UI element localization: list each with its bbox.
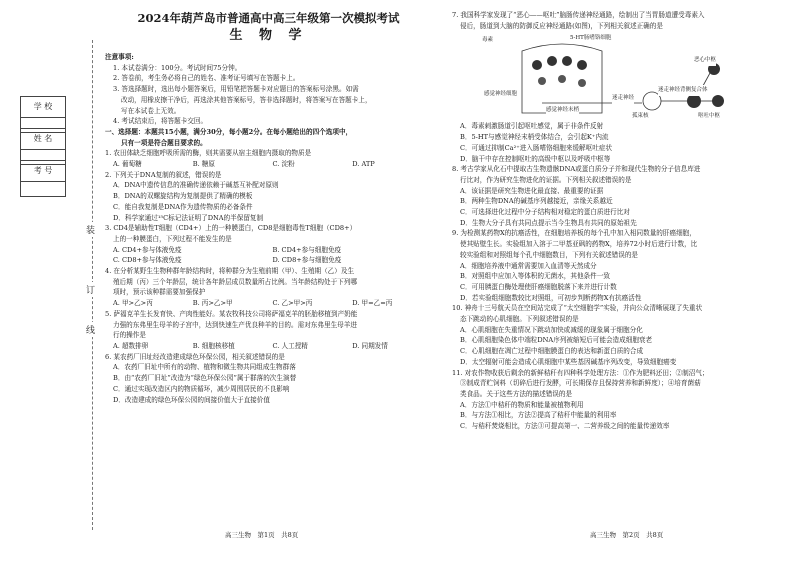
option[interactable]: C．心肌细胞在凋亡过程中细胞膜蛋白的表达和新蛋白质的合成 [460,347,644,356]
cell-dot [562,56,572,66]
option[interactable]: B．DNA的双螺旋结构为复制提供了精确的模板 [113,192,253,201]
fig-label-vomit: 呕吐中枢 [698,111,720,122]
option[interactable]: C．可选择进化过程中分子结构相对稳定的蛋白质进行比对 [460,208,630,217]
option[interactable]: A. 超数排卵 [113,341,149,350]
option[interactable]: A．该证据是研究生物进化最直接、最重要的证据 [460,186,604,195]
option[interactable]: C．能自我复制是DNA作为遗传物质的必备条件 [113,202,253,211]
cell-dot [577,60,587,70]
option[interactable]: A．方法①中秸秆的物质和能量被植物利用 [460,400,584,409]
option[interactable]: A．DNA中遗传信息的准确传递依赖于碱基互补配对原则 [113,181,279,190]
notice-item: 2. 答卷前，考生务必将自己的姓名、准考证号填写在答题卡上。 [113,74,300,83]
option[interactable]: C．可通过抑制Ca²⁺进入肠嗜铬细胞来缓解呕吐症状 [460,143,613,152]
q2-stem: 2. 下列关于DNA复制的叙述，错误的是 [105,170,222,179]
option[interactable]: A. CD4+参与体液免疫 [113,245,182,254]
q3-stem: 3. CD4是辅助性T细胞（CD4+）上的一种膜蛋白，CD8是细胞毒性T细胞（CD8+） [105,224,357,233]
notice-item: 写在本试卷上无效。 [121,106,181,115]
q7-stem-cont: 侵后，肠道到大脑的防御反应神经通路(如图)，下列相关叙述正确的是 [460,21,663,30]
footer-right: 高三生物 第2页 共8页 [590,531,664,539]
q1-stem: 1. 农田体缺乏细胞呼吸所需的酶，则其需要从宿主细胞内摄取的物质是 [105,149,312,158]
binding-char-xian: 线 [86,322,95,337]
option[interactable]: D．脑干中存在控制呕吐的高级中枢以及呼吸中枢等 [460,154,611,163]
option[interactable]: B. 细胞核移植 [192,341,235,350]
q7-stem: 7. 我国科学家发现了“恶心——呕吐”脑肠传递神经通路，绘制出了当胃肠道遭受毒素入 [452,11,705,19]
option[interactable]: C．与秸秆焚烧相比，方法③可提高第一、二营养级之间的能量传递效率 [460,422,670,431]
exam-number-blank[interactable] [21,182,65,196]
q8-stem: 8. 考古学家从化石中提取古生物遗骸DNA或蛋白质分子并和现代生物的分子信息库进 [452,165,701,174]
q5-options [105,341,432,352]
option[interactable]: B．两种生物DNA的碱基序列越接近，亲缘关系越近 [460,197,613,206]
option[interactable]: D．生物大分子具有共同点提示当今生物具有共同的原始祖先 [460,218,637,227]
neuron-body [687,94,701,108]
cell-dot [538,77,546,85]
q4-options [105,298,432,309]
q7-pathway-figure [482,33,732,119]
q5-stem-cont: 力强的东弗里生母羊的子宫中，达到快速生产优良种羊的目的。需对东弗里生母羊进 [113,320,357,329]
option[interactable]: C. 乙>甲>丙 [272,299,313,308]
fig-label-dvc: 迷走神经背侧复合体 [658,85,708,96]
option[interactable]: D. ATP [352,160,375,169]
pathway-diagram [482,33,732,119]
q4-stem-cont: 殖后期（丙）三个年龄层，统计各年龄层成员数量所占比例。当年龄结构处于下列哪 [113,277,357,286]
cell-dot [558,75,566,83]
option[interactable]: C．可用胰蛋白酶处理使肝癌细胞脱落下来并进行计数 [460,282,617,291]
option[interactable]: C. 人工授精 [272,341,308,350]
left-page [105,10,432,405]
section-heading-cont: 只有一项是符合题目要求的。 [121,138,207,147]
neuron-body [712,95,724,107]
option[interactable]: D．若实验组细胞数较比对照组，可初步判断药物X有抗癌活性 [460,293,642,302]
option[interactable]: D．太空辐射可能会造成心肌细胞中某些基因碱基序列改变，导致细胞癌变 [460,357,677,366]
q1-options [105,159,432,170]
option[interactable]: D. 甲=乙=丙 [352,299,393,308]
option[interactable]: A. 甲>乙>丙 [113,299,153,308]
cell-dot [578,79,586,87]
right-page [452,10,786,432]
option[interactable]: D. 同期发情 [352,341,388,350]
q10-stem-cont: 态下跳动的心肌细胞。下列叙述错误的是 [460,315,579,324]
name-label: 姓 名 [21,129,65,150]
option[interactable]: B．与方法①相比，方法②提高了秸秆中能量的利用率 [460,411,617,420]
section-heading: 一、选择题：本题共15小题，满分30分，每小题2分。在每小题给出的四个选项中， [105,127,353,136]
q11-stem: 11. 对农作物收获后剩余的新鲜秸秆有四种科学处理方法：①作为肥料还田；②制沼气； [452,368,709,377]
q9-stem: 9. 为检测某药物X的抗癌活性，在细胞培养板的每个孔中加入相同数量的肝癌细胞， [452,229,696,238]
q5-stem: 5. 萨福克羊生长发育快、产肉性能好。某农牧科技公司将萨福克羊的胚胎移植到产奶能 [105,309,358,318]
option[interactable]: A．细胞培养液中通常需要加入血清等天然成分 [460,261,597,270]
q4-stem-cont: 项时，预示该种群需要加强保护 [113,288,206,297]
q6-stem: 6. 某农药厂旧址经改造建成绿色环保公园，相关叙述错误的是 [105,352,285,361]
option[interactable]: A．心肌细胞在失重情况下跳动加快或减缓的现象属于细胞分化 [460,325,643,334]
q3-options [105,245,432,266]
option[interactable]: A. 葡萄糖 [113,160,142,169]
option[interactable]: B．由“农药厂旧址”改造为“绿色环保公园”属于群落的次生演替 [113,374,297,383]
fig-label-vagus: 迷走神经 [612,93,634,104]
exam-title: 2024年葫芦岛市普通高中高三年级第一次模拟考试 [137,11,400,25]
option[interactable]: B. 糖原 [192,160,215,169]
q8-stem-cont: 行比对，作为研究生物进化的证据。下列相关叙述错误的是 [460,175,632,184]
option[interactable]: C．通过实现改造区内的物质循环，减少周围居民的不良影响 [113,384,290,393]
option[interactable]: C. CD8+参与体液免疫 [113,256,182,265]
exam-number-box[interactable] [20,160,66,197]
notice-heading: 注意事项: [105,53,134,61]
exam-number-label: 考 号 [21,161,65,182]
notice-item: 3. 答选择题时，选出每小题答案后，用铅笔把答题卡对应题目的答案标号涂黑。如需 [113,85,359,94]
option[interactable]: A．农药厂旧址中所有的动物、植物和微生物共同组成生物群落 [113,363,296,372]
option[interactable]: B．对照组中应加入等体积的无菌水，其他条件一致 [460,272,610,281]
notice-item: 改动，用橡皮擦干净后，再选涂其他答案标号，答非选择题时，将答案写在答题卡上， [121,95,372,104]
option[interactable]: D．改造建成的绿色环保公园的间接价值大于直接价值 [113,395,270,404]
option[interactable]: B．5-HT与感觉神经末梢受体结合，会引起K⁺内流 [460,133,609,142]
notice-item: 1. 本试卷满分：100分。考试时间75分钟。 [113,63,242,72]
fig-label-sensory: 感觉神经细胞 [484,89,517,100]
option[interactable]: A．毒素刺激肠道引起呕吐感觉，属于非条件反射 [460,122,604,131]
q11-stem-cont: ③制成青贮饲料（切碎后进行发酵，可长期保存且保持营养和新鲜度）；④培育菌菇 [460,379,701,388]
q4-stem: 4. 在分析某野生生物种群年龄结构时，将种群分为生殖前期（甲）、生殖期（乙）及生 [105,267,355,276]
q5-stem-cont: 行的操作是 [113,331,146,340]
q9-stem-cont: 使其贴壁生长。实验组加入溶于二甲基亚砜的药物X，培养72小时后进行计数，比 [460,240,698,249]
option[interactable]: B．心肌细胞染色体中端粒DNA序列被缩短后可能会造成细胞衰老 [460,336,653,345]
option[interactable]: B. 丙>乙>甲 [192,299,233,308]
subject-title: 生 物 学 [229,28,308,43]
option[interactable]: D. CD8+参与细胞免疫 [272,256,342,265]
option[interactable]: B. CD4+参与细胞免疫 [272,245,342,254]
fig-label-nucleus: 孤束核 [632,111,649,122]
fig-label-toxin: 毒素 [482,35,493,46]
fig-label-ec-cell: 5-HT肠嗜铬细胞 [570,33,611,44]
fig-label-nausea: 恶心中枢 [694,55,716,66]
binding-char-ding: 订 [86,282,95,297]
q10-stem: 10. 神舟十三号航天员在空间站完成了“太空细胞学”实验，并向公众清晰展现了失重状 [452,304,703,313]
notice-item: 4. 考试结束后，将答题卡交回。 [113,117,208,126]
binding-margin [0,0,100,565]
cell-dot [547,56,557,66]
option[interactable]: D．科学家通过¹⁵C标记法证明了DNA的半保留复制 [113,213,264,222]
cell-dot [532,60,542,70]
option[interactable]: C. 淀粉 [272,160,295,169]
footer-left: 高三生物 第1页 共8页 [225,531,299,539]
school-label: 学 校 [21,97,65,118]
q9-stem-cont: 较实验组和对照组每个孔中细胞数目，下列有关叙述错误的是 [460,250,639,259]
binding-char-zhuang: 装 [86,222,95,237]
q3-stem-cont: 上的一种膜蛋白，下列过程不能发生的是 [113,234,232,243]
fig-label-receptor: 感觉神经末梢 [546,105,579,116]
q11-stem-cont: 类食品。关于这些方法的描述错误的是 [460,389,573,398]
